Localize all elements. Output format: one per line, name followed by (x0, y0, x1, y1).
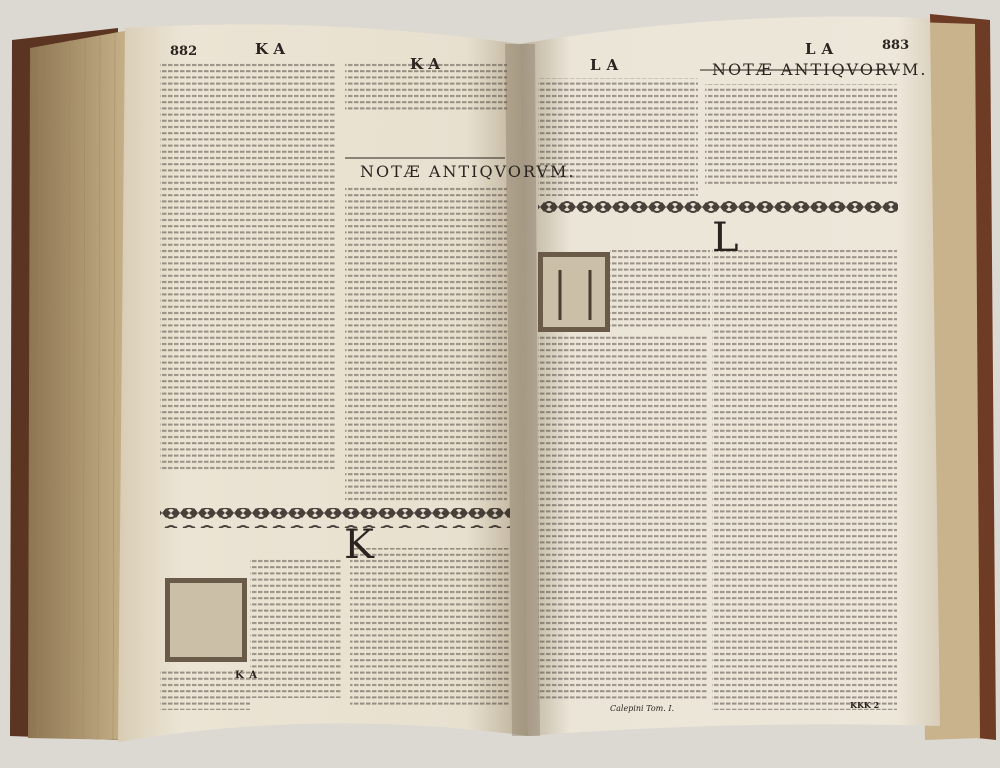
right-running-head: LA (805, 40, 840, 58)
left-running-head: KA (255, 40, 292, 58)
right-page-text (538, 78, 897, 710)
left-section-initial: K (344, 522, 374, 568)
right-section-initial: L (712, 215, 739, 261)
right-signature-mark: KKK 2 (850, 700, 880, 710)
ornament-band-left (160, 508, 510, 528)
left-page-number: 882 (170, 44, 198, 59)
left-column-head: KA (410, 55, 447, 73)
right-column-head: LA (590, 56, 625, 74)
left-section-title: NOTÆ ANTIQVORVM. (360, 162, 576, 181)
right-page-number: 883 (882, 38, 910, 53)
right-section-title: NOTÆ ANTIQVORVM. (712, 60, 928, 79)
right-footer-note: Calepini Tom. I. (610, 704, 675, 713)
left-catchword: KA (235, 670, 264, 681)
